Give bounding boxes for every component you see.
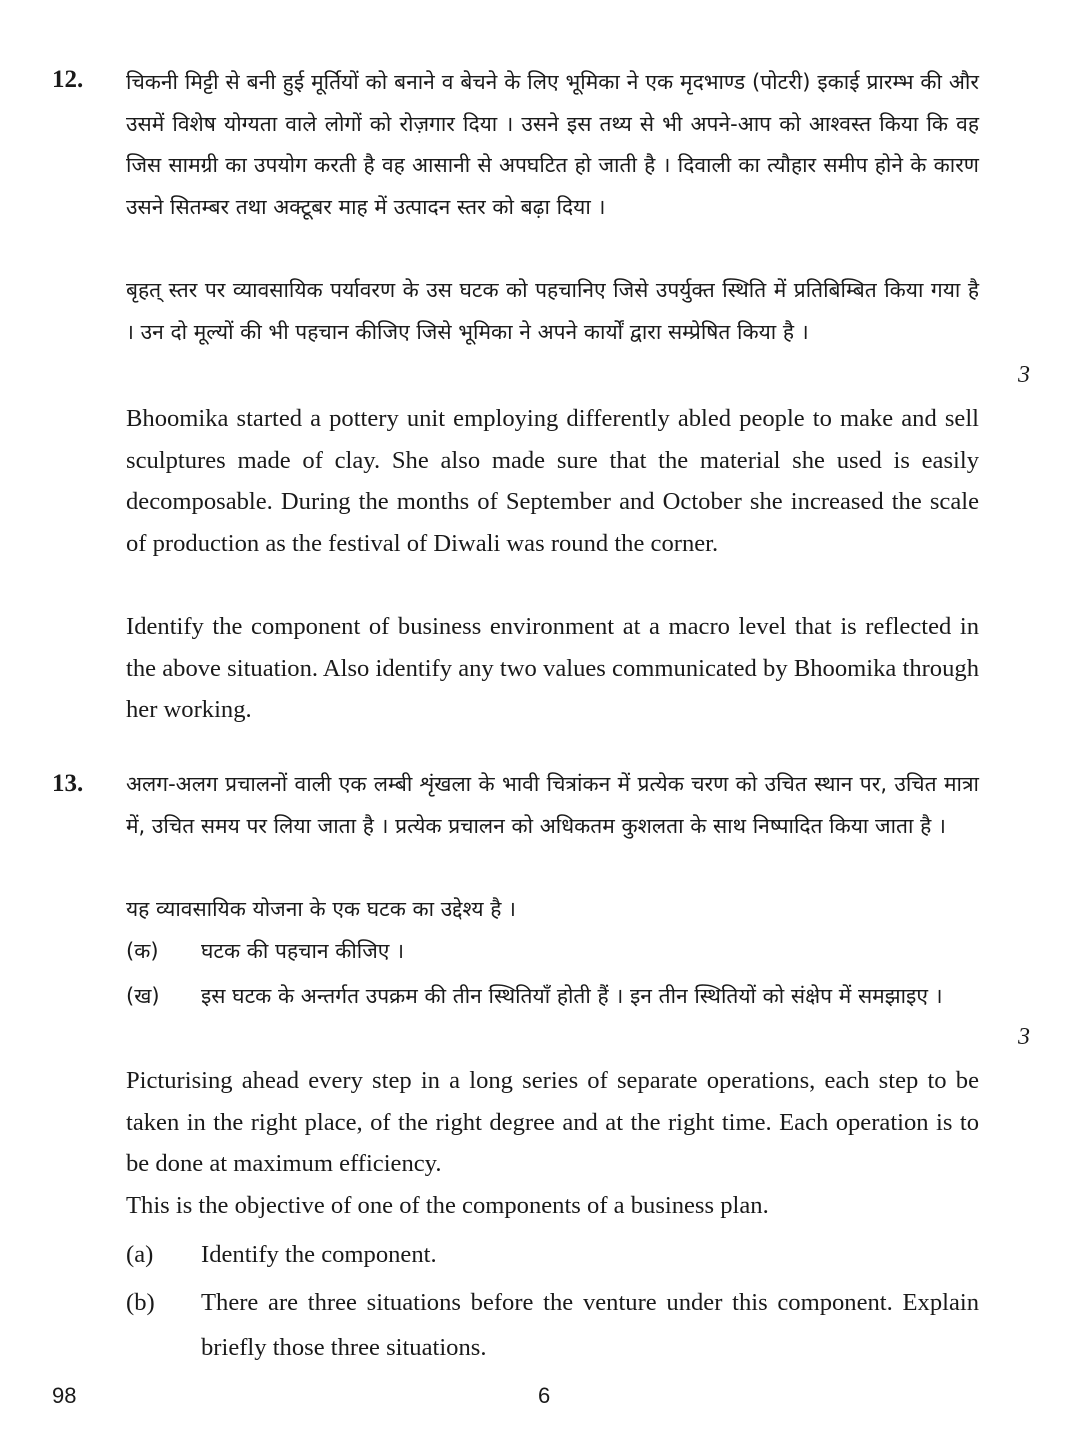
part-label: (ख) — [126, 984, 160, 1008]
page-number: 6 — [538, 1383, 551, 1408]
part-text: There are three situations before the venture under this component. Explain briefly those three situations. — [201, 1289, 979, 1361]
part-label: (b) — [126, 1289, 155, 1316]
question-12-english-situation: Bhoomika started a pottery unit employing differently abled people to make and sell sculptures made of clay. She also made sure that the material she used is easily decomposable. During the months of September and October she increased the scale of production as the festival of Diwali was round the corner. — [126, 405, 979, 557]
part-label: (a) — [126, 1241, 154, 1268]
paper-code: 98 — [52, 1383, 77, 1408]
question-13-hindi-intro: अलग-अलग प्रचालनों वाली एक लम्बी शृंखला के भावी चित्रांकन में प्रत्येक चरण को उचित स्थान पर, उचित मात्रा में, उचित समय पर लिया जाता है । प्रत्येक प्रचालन को अधिकतम कुशलता के साथ निष्पादित किया जाता है । — [126, 772, 979, 838]
question-12-hindi-question: बृहत् स्तर पर व्यावसायिक पर्यावरण के उस घटक को पहचानिए जिसे उपर्युक्त स्थिति में प्रतिबिम्बित किया गया है । उन दो मूल्यों की भी पहचान कीजिए जिसे भूमिका ने अपने कार्यों द्वारा सम्प्रेषित किया है । — [126, 278, 979, 344]
part-label: (क) — [126, 939, 159, 963]
question-13-english-intro: Picturising ahead every step in a long series of separate operations, each step to be taken in the right place, of the right degree and at the right time. Each operation is to be done at maximum efficiency. — [126, 1067, 979, 1177]
question-12-english-question: Identify the component of business environment at a macro level that is reflected in the above situation. Also identify any two values communicated by Bhoomika through her working. — [126, 613, 979, 723]
part-text: Identify the component. — [201, 1241, 437, 1268]
question-12-number: 12. — [52, 66, 84, 93]
question-13-marks: 3 — [1018, 1024, 1030, 1050]
question-13-hindi-objective: यह व्यावसायिक योजना के एक घटक का उद्देश्य है । — [126, 897, 517, 921]
question-13-english-objective: This is the objective of one of the components of a business plan. — [126, 1192, 769, 1219]
question-13-number: 13. — [52, 770, 84, 797]
question-12-hindi-situation: चिकनी मिट्टी से बनी हुई मूर्तियों को बनाने व बेचने के लिए भूमिका ने एक मृदभाण्ड (पोटरी) इकाई प्रारम्भ की और उसमें विशेष योग्यता वाले लोगों को रोज़गार दिया । उसने इस तथ्य से भी अपने-आप को आश्वस्त किया कि वह जिस सामग्री का उपयोग करती है वह आसानी से अपघटित हो जाती है । दिवाली का त्यौहार समीप होने के कारण उसने सितम्बर तथा अक्टूबर माह में उत्पादन स्तर को बढ़ा दिया । — [126, 70, 979, 219]
part-text: इस घटक के अन्तर्गत उपक्रम की तीन स्थितियाँ होती हैं । इन तीन स्थितियों को संक्षेप में समझाइए । — [201, 984, 943, 1008]
question-12-marks: 3 — [1018, 362, 1030, 388]
part-text: घटक की पहचान कीजिए । — [201, 939, 405, 963]
